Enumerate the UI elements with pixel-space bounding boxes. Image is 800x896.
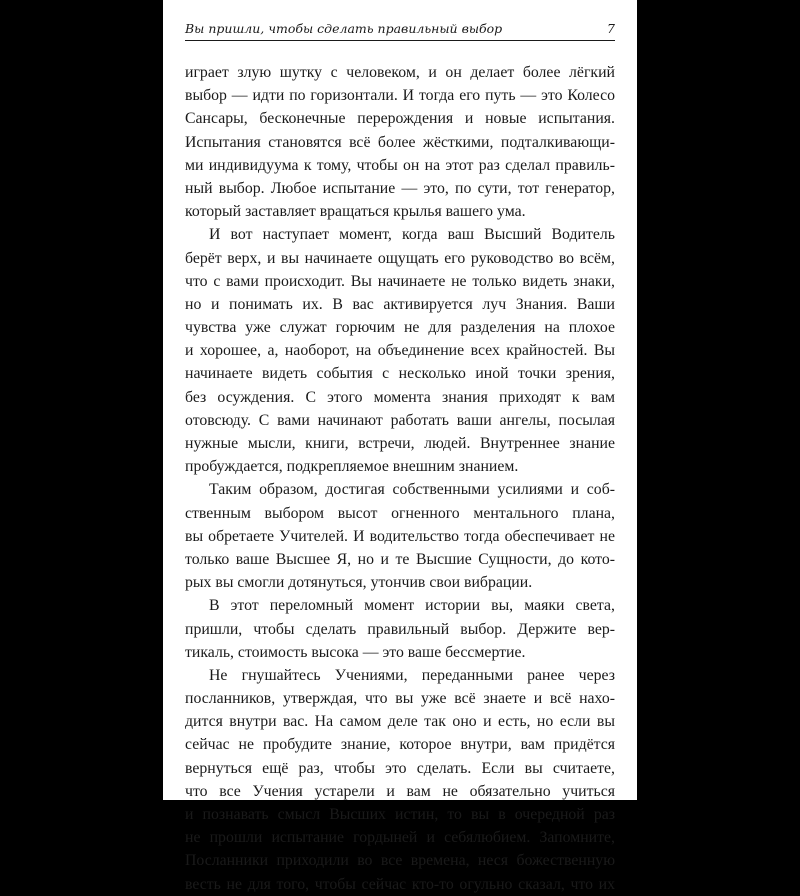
text-line: ственным выбором высот огненного ментального плана, xyxy=(185,504,615,522)
text-line: пришли, чтобы сделать правильный выбор. Держите вер- xyxy=(185,620,615,638)
book-page xyxy=(163,0,637,893)
text-line: Не гнушайтесь Учениями, переданными ранее через xyxy=(209,666,615,684)
paragraph xyxy=(185,223,615,478)
text-line: Испытания становятся всё более жёсткими, подталкивающи- xyxy=(185,133,615,151)
body-text xyxy=(185,61,615,896)
running-header-title: Вы пришли, чтобы сделать правильный выбор xyxy=(185,21,503,36)
paragraph xyxy=(185,664,615,896)
text-line: тикаль, стоимость высока — это ваше бессмертие. xyxy=(185,643,526,661)
text-line: и хорошее, а, наоборот, на объединение всех крайностей. Вы xyxy=(185,342,615,360)
text-line: что с вами происходит. Вы начинаете не только видеть знаки, xyxy=(185,272,615,290)
text-line: но и понимать их. В вас активируется луч Знания. Ваши xyxy=(185,295,615,313)
paragraph xyxy=(185,61,615,223)
text-line: берёт верх, и вы начинаете ощущать его руководство во всём, xyxy=(185,249,615,267)
text-line: Посланники приходили во все времена, неся божественную xyxy=(185,852,615,870)
text-line: без осуждения. С этого момента знания приходят к вам xyxy=(185,388,615,406)
paragraph xyxy=(185,478,615,594)
text-line: сейчас не пробудите знание, которое внутри, вам придётся xyxy=(185,736,615,754)
text-line: ми индивидуума к тому, чтобы он на этот раз сделал правиль- xyxy=(185,156,615,174)
text-line: который заставляет вращаться крылья вашего ума. xyxy=(185,203,526,221)
text-line: ный выбор. Любое испытание — это, по сути, тот генератор, xyxy=(185,179,615,197)
running-header xyxy=(185,18,615,41)
text-line: отовсюду. С вами начинают работать ваши ангелы, посылая xyxy=(185,411,615,429)
text-line: вернуться ещё раз, чтобы это сделать. Если вы считаете, xyxy=(185,759,615,777)
text-line: В этот переломный момент истории вы, маяки света, xyxy=(209,597,615,615)
text-line: играет злую шутку с человеком, и он делает более лёгкий xyxy=(185,64,615,81)
text-line: Таким образом, достигая собственными усилиями и соб- xyxy=(209,481,615,499)
text-line: чувства уже служат горючим не для разделения на плохое xyxy=(185,319,615,337)
text-line: весть не для того, чтобы сейчас кто-то огульно сказал, что их xyxy=(185,875,615,893)
text-line: И вот наступает момент, когда ваш Высший Водитель xyxy=(209,226,615,244)
text-line: рых вы смогли дотянуться, утончив свои вибрации. xyxy=(185,574,533,592)
text-line: и познавать смысл Высших истин, то вы в очередной раз xyxy=(185,806,615,823)
text-line: нужные мысли, книги, встречи, людей. Внутреннее знание xyxy=(185,435,615,452)
page-number: 7 xyxy=(607,21,615,36)
text-line: дится внутри вас. На самом деле так оно и есть, но если вы xyxy=(185,713,615,731)
text-line: только ваше Высшее Я, но и те Высшие Сущности, до кото- xyxy=(185,550,615,568)
text-line: пробуждается, подкрепляемое внешним знанием. xyxy=(185,458,519,476)
text-line: Сансары, бесконечные перерождения и новые испытания. xyxy=(185,110,615,128)
text-line: не прошли испытание гордыней и себялюбием. Запомните, xyxy=(185,829,615,847)
text-line: что все Учения устарели и вам не обязательно учиться xyxy=(185,782,615,800)
text-line: посланников, утверждая, что вы уже всё знаете и всё нахо- xyxy=(185,690,615,708)
text-line: выбор — идти по горизонтали. И тогда его путь — это Колесо xyxy=(185,87,615,105)
paragraph xyxy=(185,594,615,664)
text-line: начинаете видеть события с несколько иной точки зрения, xyxy=(185,365,615,383)
text-line: вы обретаете Учителей. И водительство тогда обеспечивает не xyxy=(185,527,615,545)
